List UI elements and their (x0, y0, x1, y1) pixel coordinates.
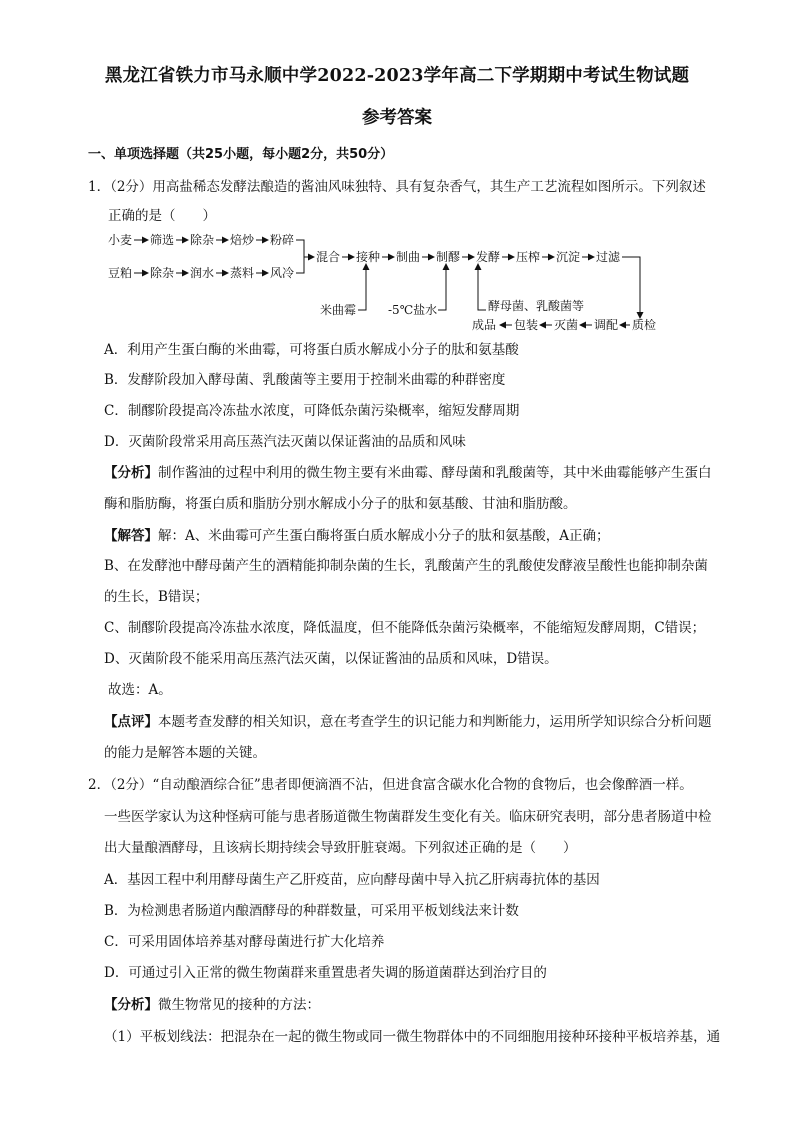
flow-final-step: 包装 (514, 318, 539, 332)
flow-input-yeast: 酵母菌、乳酸菌等 (488, 299, 585, 313)
flow-main-step: 混合 (316, 250, 341, 264)
flow-row1-step: 小麦 (108, 233, 133, 247)
q1-answer-line3: 的生长，B错误； (104, 589, 209, 605)
flow-row2-step: 润水 (190, 266, 215, 280)
q2-option-a: A．基因工程中利用酵母菌生产乙肝疫苗，应向酵母菌中导入抗乙肝病毒抗体的基因 (104, 872, 600, 888)
q1-option-c: C．制醪阶段提高冷冻盐水浓度，可降低杂菌污染概率，缩短发酵周期 (104, 403, 520, 419)
flow-row2-step: 蒸料 (230, 266, 255, 280)
analysis-text: 制作酱油的过程中利用的微生物主要有米曲霉、酵母菌和乳酸菌等，其中米曲霉能够产生蛋白 (158, 465, 712, 481)
q1-choice: 故选：A。 (108, 682, 172, 698)
flow-bracket (296, 240, 314, 273)
flow-row2-step: 豆粕 (108, 266, 133, 280)
q1-analysis-line1 (104, 464, 712, 482)
flow-main-step: 发酵 (476, 250, 501, 264)
q2-stem-line2: 一些医学家认为这种怪病可能与患者肠道微生物菌群发生变化有关。临床研究表明，部分患者肠道中检 (104, 809, 712, 825)
answer-tag: 【解答】 (104, 528, 158, 544)
q1-option-d: D．灭菌阶段常采用高压蒸汽法灭菌以保证酱油的品质和风味 (104, 434, 466, 450)
q1-comment-line1 (104, 713, 712, 731)
flow-main-step: 压榨 (516, 250, 541, 264)
flow-arrow (478, 264, 486, 310)
document-title: 黑龙江省铁力市马永顺中学2022-2023学年高二下学期期中考试生物试题 (104, 66, 690, 86)
flow-row1-step: 粉碎 (270, 233, 295, 247)
flow-connector (622, 257, 640, 318)
flow-input-mold: 米曲霉 (320, 303, 357, 317)
flow-arrow (358, 264, 366, 310)
q2-analysis-line2: （1）平板划线法：把混杂在一起的微生物或同一微生物群体中的不同细胞用接种环接种平板培养基，通 (104, 1029, 721, 1045)
q1-comment-line2: 的能力是解答本题的关键。 (104, 745, 266, 761)
q2-option-b: B．为检测患者肠道内酿酒酵母的种群数量，可采用平板划线法来计数 (104, 903, 519, 919)
flow-final-step: 成品 (472, 318, 497, 332)
q1-analysis-line2: 酶和脂肪酶，将蛋白质和脂肪分别水解成小分子的肽和氨基酸、甘油和脂肪酸。 (104, 496, 577, 512)
flow-row2-step: 风冷 (270, 266, 295, 280)
flow-row1-step: 除杂 (190, 233, 215, 247)
flow-input-brine: -5℃盐水 (388, 303, 438, 317)
section-heading: 一、单项选择题（共25小题，每小题2分，共50分） (88, 147, 394, 162)
q1-answer-line4: C、制醪阶段提高冷冻盐水浓度，降低温度，但不能降低杂菌污染概率，不能缩短发酵周期，C错误； (104, 620, 706, 636)
flow-main-step: 过滤 (596, 250, 621, 264)
flow-main-step: 制曲 (396, 250, 421, 264)
flow-arrow (438, 264, 446, 310)
flow-main-step: 接种 (356, 250, 381, 264)
analysis-text: 微生物常见的接种的方法： (158, 997, 320, 1013)
q2-stem-line1: 2．（2分）“自动酿酒综合征”患者即便滴酒不沾，但进食富含碳水化合物的食物后，也会像醉酒一样。 (88, 777, 693, 793)
q2-option-d: D．可通过引入正常的微生物菌群来重置患者失调的肠道菌群达到治疗目的 (104, 965, 547, 981)
flow-row1-step: 焙炒 (230, 233, 255, 247)
flow-row1-step: 筛选 (150, 233, 175, 247)
answer-text: 解：A、米曲霉可产生蛋白酶将蛋白质水解成小分子的肽和氨基酸，A正确； (158, 528, 610, 544)
flow-final-step: 质检 (632, 318, 657, 332)
q1-stem-line2: 正确的是（ ） (108, 208, 216, 224)
q2-stem-line3: 出大量酿酒酵母，且该病长期持续会导致肝脏衰竭。下列叙述正确的是（ ） (104, 840, 577, 856)
analysis-tag: 【分析】 (104, 465, 158, 481)
flow-main-step: 制醪 (436, 250, 461, 264)
q2-option-c: C．可采用固体培养基对酵母菌进行扩大化培养 (104, 934, 385, 950)
analysis-tag: 【分析】 (104, 997, 158, 1013)
process-flow-diagram (104, 228, 674, 336)
q2-analysis-line1 (104, 996, 320, 1014)
q1-answer-line5: D、灭菌阶段不能采用高压蒸汽法灭菌，以保证酱油的品质和风味，D错误。 (104, 651, 558, 667)
flow-final-step: 调配 (594, 318, 619, 332)
q1-answer-line2: B、在发酵池中酵母菌产生的酒精能抑制杂菌的生长，乳酸菌产生的乳酸使发酵液呈酸性也能抑制杂菌 (104, 558, 708, 574)
document-subtitle: 参考答案 (362, 108, 432, 128)
comment-text: 本题考查发酵的相关知识，意在考查学生的识记能力和判断能力，运用所学知识综合分析问题 (158, 714, 712, 730)
q1-option-b: B．发酵阶段加入酵母菌、乳酸菌等主要用于控制米曲霉的种群密度 (104, 372, 506, 388)
q1-option-a: A．利用产生蛋白酶的米曲霉，可将蛋白质水解成小分子的肽和氨基酸 (104, 342, 519, 358)
flow-final-step: 灭菌 (554, 318, 579, 332)
flow-row2-step: 除杂 (150, 266, 175, 280)
comment-tag: 【点评】 (104, 714, 158, 730)
q1-stem-line1: 1．（2分）用高盐稀态发酵法酿造的酱油风味独特、具有复杂香气，其生产工艺流程如图所示。下列叙述 (88, 179, 706, 195)
flow-main-step: 沉淀 (556, 250, 581, 264)
q1-answer-line1 (104, 527, 610, 545)
